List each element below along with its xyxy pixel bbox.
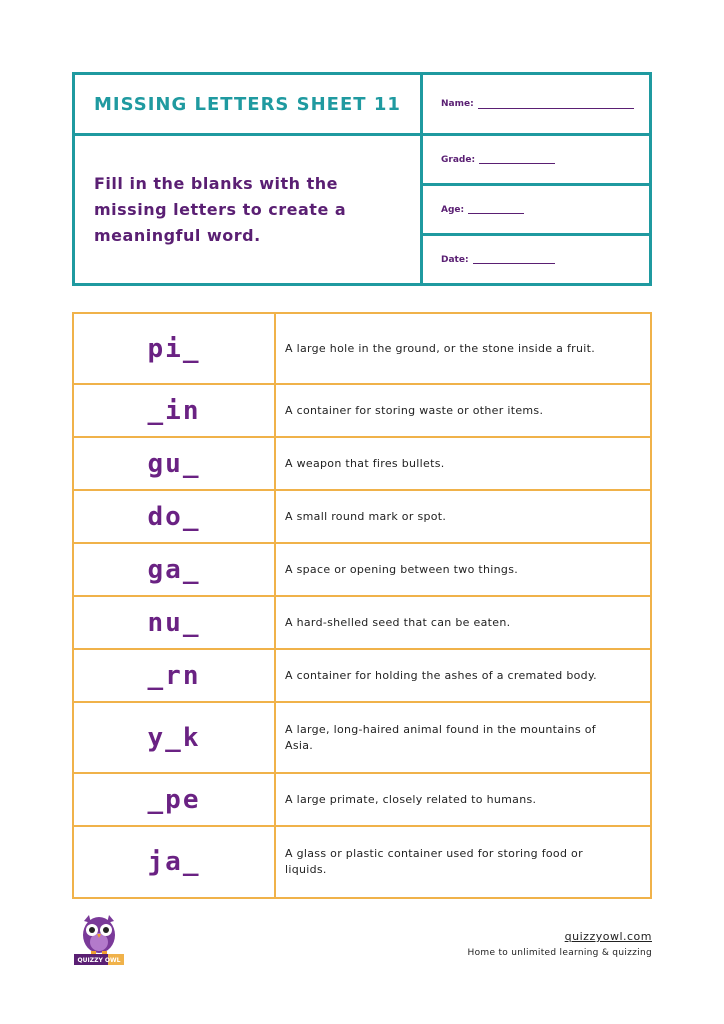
clue-text: A container for storing waste or other items.: [285, 403, 544, 417]
date-label: Date:: [441, 254, 469, 265]
date-field[interactable]: [423, 236, 649, 283]
age-line: [468, 205, 524, 214]
clue-text: A hard-shelled seed that can be eaten.: [285, 615, 511, 629]
word-blank[interactable]: do_: [74, 491, 276, 542]
page-title: MISSING LETTERS SHEET 11: [75, 75, 423, 136]
table-row: [74, 438, 650, 491]
clue-text: A container for holding the ashes of a cremated body.: [285, 668, 597, 682]
age-field[interactable]: [423, 186, 649, 236]
worksheet-header: [72, 72, 652, 286]
name-line: [478, 100, 634, 109]
clue-text: A large hole in the ground, or the stone inside a fruit.: [285, 341, 596, 355]
table-row: [74, 650, 650, 703]
word-blank[interactable]: _rn: [74, 650, 276, 701]
table-row: [74, 314, 650, 385]
tagline: Home to unlimited learning & quizzing: [467, 948, 652, 958]
table-row: [74, 827, 650, 897]
grade-field[interactable]: [423, 136, 649, 186]
grade-line: [479, 155, 555, 164]
name-field[interactable]: [423, 75, 649, 136]
word-blank[interactable]: nu_: [74, 597, 276, 648]
grade-label: Grade:: [441, 154, 476, 165]
instructions: Fill in the blanks with the missing letters to create a meaningful word.: [75, 136, 423, 283]
missing-letters-table: [72, 312, 652, 899]
quizzy-owl-logo: [74, 913, 124, 965]
name-label: Name:: [441, 99, 474, 109]
word-blank[interactable]: ja_: [74, 827, 276, 897]
table-row: [74, 774, 650, 827]
table-row: [74, 703, 650, 774]
word-blank[interactable]: _pe: [74, 774, 276, 825]
site-link[interactable]: quizzyowl.com: [564, 930, 652, 943]
date-line: [473, 255, 555, 264]
table-row: [74, 544, 650, 597]
word-blank[interactable]: y_k: [74, 703, 276, 772]
clue-text: A weapon that fires bullets.: [285, 456, 445, 470]
age-label: Age:: [441, 204, 465, 215]
table-row: [74, 385, 650, 438]
table-row: [74, 597, 650, 650]
table-row: [74, 491, 650, 544]
clue-text: A large, long-haired animal found in the mountains of Asia.: [285, 722, 596, 752]
clue-text: A large primate, closely related to humans.: [285, 792, 537, 806]
clue-text: A small round mark or spot.: [285, 509, 447, 523]
word-blank[interactable]: _in: [74, 385, 276, 436]
clue-text: A glass or plastic container used for storing food or liquids.: [285, 847, 583, 876]
word-blank[interactable]: pi_: [74, 314, 276, 383]
word-blank[interactable]: gu_: [74, 438, 276, 489]
clue-text: A space or opening between two things.: [285, 562, 519, 576]
logo-text: QUIZZY OWL: [77, 957, 121, 964]
word-blank[interactable]: ga_: [74, 544, 276, 595]
